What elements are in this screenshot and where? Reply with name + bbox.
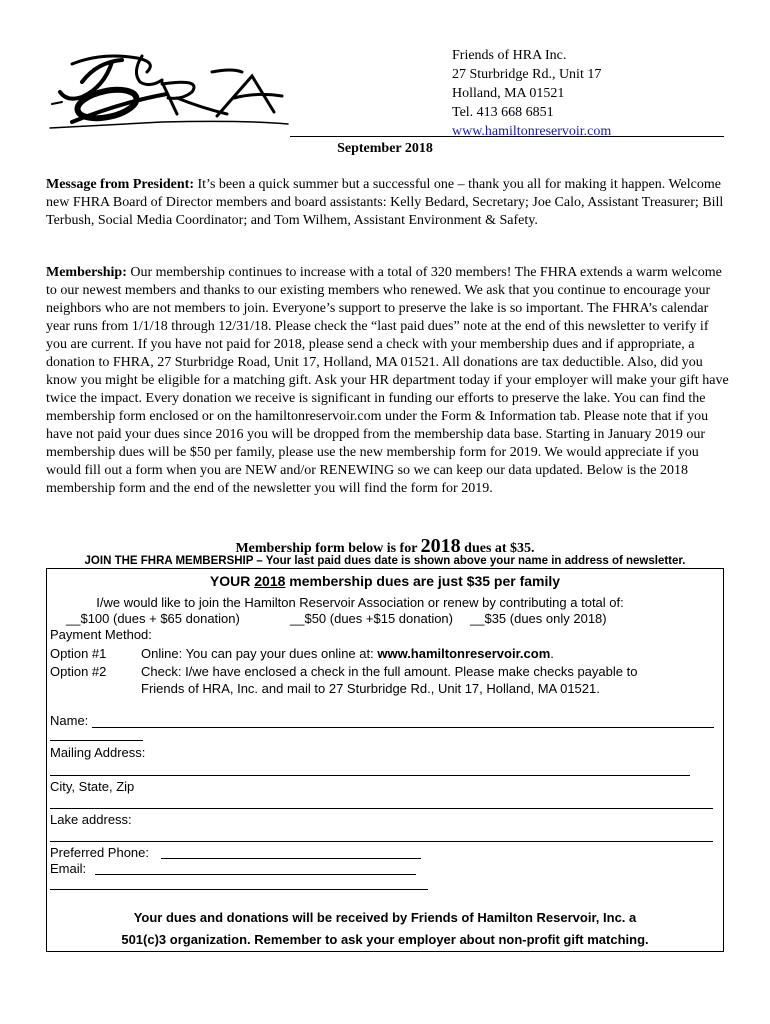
- form-heading-before: Membership form below is for: [235, 541, 421, 556]
- option2-label: Option #2: [50, 664, 107, 679]
- membership-paragraph: [46, 264, 730, 498]
- mailing-address-line[interactable]: [50, 775, 690, 776]
- address-block: [452, 46, 611, 141]
- option1-url[interactable]: www.hamiltonreservoir.com: [377, 646, 551, 661]
- newsletter-date: September 2018: [337, 141, 433, 156]
- form-title: [0, 573, 770, 589]
- closing-line-2: 501(c)3 organization. Remember to ask your employer about non-profit gift matching.: [121, 932, 649, 947]
- mailing-address-label: Mailing Address:: [50, 745, 146, 760]
- form-title-after: membership dues are just $35 per family: [285, 573, 561, 589]
- lake-address-line[interactable]: [50, 841, 713, 842]
- org-name: Friends of HRA Inc.: [452, 48, 567, 63]
- option2-text-line2: Friends of HRA, Inc. and mail to 27 Sturbridge Rd., Unit 17, Holland, MA 01521.: [141, 681, 600, 696]
- hra-logo: [42, 42, 292, 140]
- closing-line-1: Your dues and donations will be received by Friends of Hamilton Reservoir, Inc. a: [133, 910, 637, 925]
- membership-text: Our membership continues to increase with a total of 320 members! The FHRA extends a warm welcome to our newest members and thanks to our existing members who renewed. We ask that you continue to encourage your neighbors who are not members to join. Everyone’s support to preserve the lake is so important. The FHRA’s calendar year runs from 1/1/18 through 12/31/18. Please check the “last paid dues” note at the end of this newsletter to verify if you are current. If you have not paid for 2018, please send a check with your membership dues and if appropriate, a donation to FHRA, 27 Sturbridge Road, Unit 17, Holland, MA 01521. All donations are tax deductible. Also, did you know you might be eligible for a matching gift. Ask your HR department today if your employer will make your gift have twice the impact. Every donation we receive is significant in funding our efforts to preserve the lake. You can find the membership form enclosed or on the hamiltonreservoir.com under the Form & Information tab. Please note that if you have not paid your dues since 2016 you will be dropped from the membership data base. Starting in January 2019 our membership dues will be $50 per family, please use the new membership form for 2019. We would appreciate if you would fill out a form when you are NEW and/or RENEWING so we can keep our data updated. Below is the 2018 membership form and the end of the newsletter you will find the form for 2019.: [46, 265, 729, 496]
- email-line-continued[interactable]: [50, 889, 428, 890]
- payment-method-label: Payment Method:: [50, 627, 152, 642]
- president-message: [46, 176, 730, 230]
- website-link[interactable]: www.hamiltonreservoir.com: [452, 124, 612, 139]
- preferred-phone-line[interactable]: [161, 858, 421, 859]
- street-address: 27 Sturbridge Rd., Unit 17: [452, 67, 602, 82]
- name-field-label: Name:: [50, 713, 89, 728]
- lake-address-label: Lake address:: [50, 812, 132, 827]
- city-state-zip-label: City, State, Zip: [50, 779, 135, 794]
- city-state-zip: Holland, MA 01521: [452, 86, 565, 101]
- president-message-text: It’s been a quick summer but a successful one – thank you all for making it happen. Welcome new FHRA Board of Director members and board assistants: Kelly Bedard, Secretary; Joe Calo, Assistant Treasurer; Bill Terbush, Social Media Coordinator; and Tom Wilhem, Assistant Environment & Safety.: [46, 177, 724, 228]
- header-divider: [290, 136, 724, 137]
- option1-description: Online: You can pay your dues online at:: [141, 646, 378, 661]
- membership-label: Membership:: [46, 265, 127, 280]
- president-message-label: Message from President:: [46, 177, 194, 192]
- preferred-phone-label: Preferred Phone:: [50, 845, 150, 860]
- join-instructions: JOIN THE FHRA MEMBERSHIP – Your last paid dues date is shown above your name in address of newsletter.: [84, 555, 686, 567]
- option1-label: Option #1: [50, 646, 107, 661]
- form-title-year: 2018: [254, 573, 286, 589]
- dues-option-100[interactable]: __$100 (dues + $65 donation): [66, 611, 240, 626]
- form-intro: I/we would like to join the Hamilton Reservoir Association or renew by contributing a total of:: [96, 595, 624, 610]
- name-field-line-continued[interactable]: [50, 740, 143, 741]
- form-title-before: YOUR: [209, 573, 255, 589]
- phone-number: Tel. 413 668 6851: [452, 105, 554, 120]
- option2-text-line1: Check: I/we have enclosed a check in the full amount. Please make checks payable to: [141, 664, 638, 679]
- city-state-zip-line[interactable]: [50, 808, 713, 809]
- email-label: Email:: [50, 861, 87, 876]
- form-heading-year: 2018: [420, 535, 461, 557]
- email-line[interactable]: [95, 874, 416, 875]
- option1-end: .: [550, 646, 554, 661]
- dues-option-35[interactable]: __$35 (dues only 2018): [470, 611, 607, 626]
- dues-option-50[interactable]: __$50 (dues +$15 donation): [290, 611, 453, 626]
- option1-text: [141, 646, 554, 662]
- form-heading-after: dues at $35.: [460, 541, 535, 556]
- name-field-line[interactable]: [92, 727, 714, 728]
